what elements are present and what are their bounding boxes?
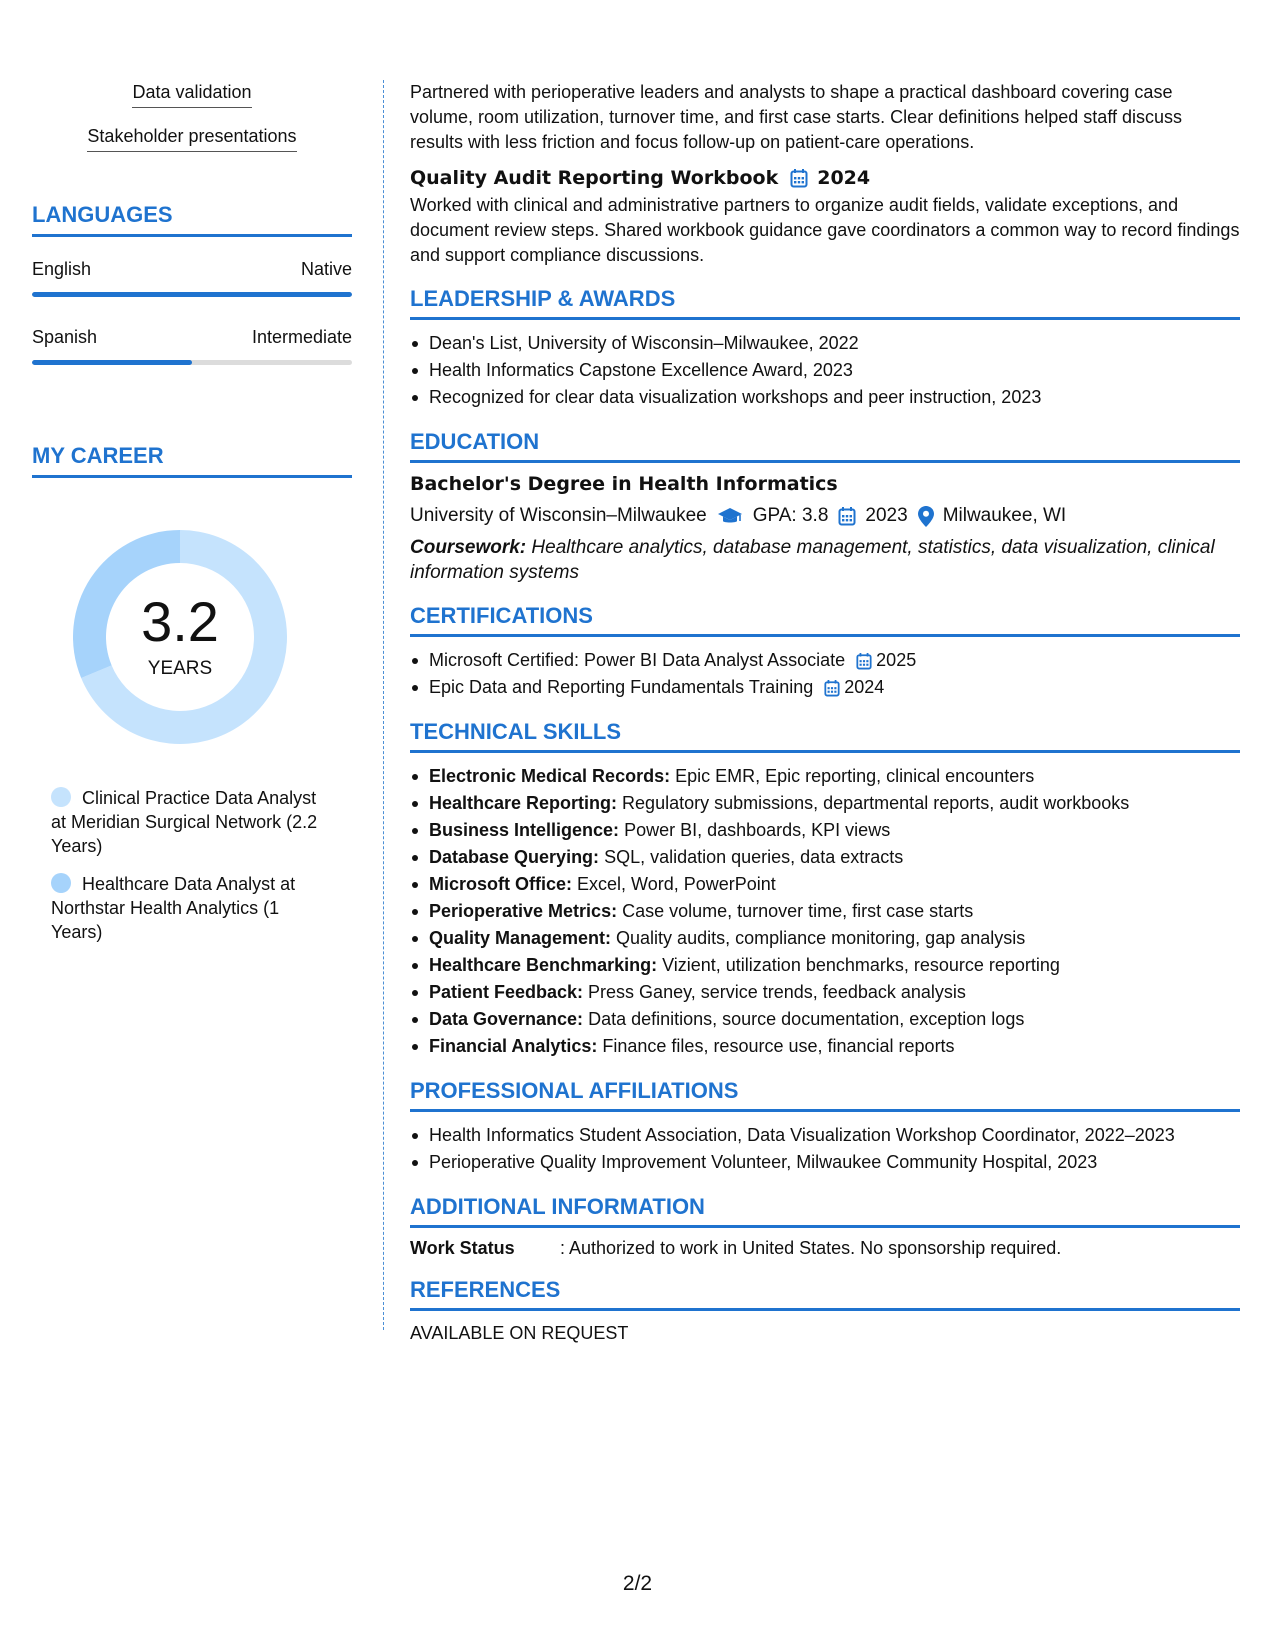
skill-value: Press Ganey, service trends, feedback analysis <box>583 982 966 1002</box>
career-legend <box>51 786 331 944</box>
career-total-unit: YEARS <box>147 658 213 679</box>
skill-value: Regulatory submissions, departmental reports, audit workbooks <box>617 793 1130 813</box>
skill-label: Business Intelligence: <box>429 820 620 840</box>
skill-label: Data Governance: <box>429 1009 584 1029</box>
list-item: Perioperative Quality Improvement Volunteer, Milwaukee Community Hospital, 2023 <box>410 1149 1240 1176</box>
language-level: Intermediate <box>251 327 352 347</box>
skill-item <box>410 979 1240 1006</box>
certification-item <box>410 647 1240 674</box>
calendar-icon <box>824 679 840 697</box>
work-status-label: Work Status <box>410 1238 515 1258</box>
career-legend-label: Healthcare Data Analyst at Northstar Health Analytics (1 Years) <box>51 874 296 942</box>
skill-label: Electronic Medical Records: <box>429 766 671 786</box>
certification-name: Microsoft Certified: Power BI Data Analyst Associate <box>429 650 846 670</box>
coursework-label: Coursework: <box>410 537 527 558</box>
language-item <box>32 259 352 297</box>
skill-label: Healthcare Reporting: <box>429 793 618 813</box>
languages-heading: LANGUAGES <box>32 202 352 237</box>
language-proficiency-fill <box>32 292 352 297</box>
skill-value: Vizient, utilization benchmarks, resource reporting <box>657 955 1060 975</box>
list-item: Dean's List, University of Wisconsin–Milwaukee, 2022 <box>410 330 1240 357</box>
skill-value: Power BI, dashboards, KPI views <box>619 820 891 840</box>
column-divider <box>383 80 384 1330</box>
skill-label: Patient Feedback: <box>429 982 584 1002</box>
location-pin-icon <box>918 506 934 527</box>
certification-item <box>410 674 1240 701</box>
skill-tag-label: Data validation <box>132 82 251 108</box>
skill-tag <box>32 126 352 152</box>
skill-item <box>410 1033 1240 1060</box>
coursework-text: Healthcare analytics, database management, statistics, data visualization, clinical information systems <box>410 537 1215 583</box>
graduation-cap-icon <box>717 506 743 526</box>
career-legend-item <box>51 872 331 944</box>
skill-value: Epic EMR, Epic reporting, clinical encounters <box>670 766 1035 786</box>
career-total-years: 3.2 <box>141 590 219 653</box>
career-heading: MY CAREER <box>32 443 352 478</box>
affiliations-list <box>410 1122 1240 1176</box>
language-name: Spanish <box>32 327 98 347</box>
references-heading: REFERENCES <box>410 1277 1240 1311</box>
education-heading: EDUCATION <box>410 429 1240 463</box>
skill-tag <box>32 82 352 108</box>
project-title: Quality Audit Reporting Workbook <box>410 167 779 189</box>
language-name: English <box>32 259 92 279</box>
skill-item <box>410 1006 1240 1033</box>
school-name: University of Wisconsin–Milwaukee <box>410 505 707 526</box>
skill-item <box>410 898 1240 925</box>
skill-label: Financial Analytics: <box>429 1036 598 1056</box>
school-location: Milwaukee, WI <box>942 505 1067 526</box>
skill-value: Quality audits, compliance monitoring, gap analysis <box>611 928 1026 948</box>
certifications-heading: CERTIFICATIONS <box>410 603 1240 637</box>
skill-item <box>410 817 1240 844</box>
skill-item <box>410 844 1240 871</box>
certifications-list <box>410 647 1240 701</box>
skill-label: Microsoft Office: <box>429 874 573 894</box>
left-column <box>32 82 352 958</box>
language-level: Native <box>300 259 352 279</box>
skill-value: Finance files, resource use, financial reports <box>597 1036 955 1056</box>
skill-item <box>410 763 1240 790</box>
leadership-list <box>410 330 1240 411</box>
skill-item <box>410 871 1240 898</box>
legend-swatch <box>51 873 71 893</box>
list-item: Health Informatics Student Association, Data Visualization Workshop Coordinator, 2022–2023 <box>410 1122 1240 1149</box>
certification-name: Epic Data and Reporting Fundamentals Training <box>429 677 814 697</box>
affiliations-heading: PROFESSIONAL AFFILIATIONS <box>410 1078 1240 1112</box>
page-number: 2/2 <box>622 1572 653 1595</box>
calendar-icon <box>856 652 872 670</box>
work-status-value: : Authorized to work in United States. No sponsorship required. <box>560 1238 1062 1258</box>
leadership-heading: LEADERSHIP & AWARDS <box>410 286 1240 320</box>
language-proficiency-bar <box>32 360 352 365</box>
project-year: 2024 <box>817 167 871 189</box>
career-legend-label: Clinical Practice Data Analyst at Meridian Surgical Network (2.2 Years) <box>51 788 318 856</box>
skill-label: Quality Management: <box>429 928 612 948</box>
language-proficiency-bar <box>32 292 352 297</box>
skill-item <box>410 952 1240 979</box>
work-status-row <box>410 1238 1240 1259</box>
coursework <box>410 535 1240 585</box>
skill-item <box>410 790 1240 817</box>
certification-year: 2024 <box>844 677 885 697</box>
references-text: AVAILABLE ON REQUEST <box>410 1323 629 1343</box>
donut-center <box>65 522 295 752</box>
legend-swatch <box>51 787 71 807</box>
additional-info-heading: ADDITIONAL INFORMATION <box>410 1194 1240 1228</box>
project-title-row <box>410 167 1240 189</box>
technical-skills-heading: TECHNICAL SKILLS <box>410 719 1240 753</box>
certification-year: 2025 <box>876 650 917 670</box>
skill-tag-label: Stakeholder presentations <box>87 126 296 152</box>
skill-value: Case volume, turnover time, first case starts <box>617 901 974 921</box>
career-legend-item <box>51 786 331 858</box>
graduation-year: 2023 <box>865 505 908 526</box>
skill-value: Data definitions, source documentation, exception logs <box>583 1009 1025 1029</box>
calendar-icon <box>838 506 856 526</box>
list-item: Health Informatics Capstone Excellence Award, 2023 <box>410 357 1240 384</box>
calendar-icon <box>790 168 808 188</box>
technical-skills-list <box>410 763 1240 1060</box>
skill-item <box>410 925 1240 952</box>
gpa: GPA: 3.8 <box>752 505 829 526</box>
language-item <box>32 327 352 365</box>
degree-title: Bachelor's Degree in Health Informatics <box>410 473 838 495</box>
skill-label: Database Querying: <box>429 847 600 867</box>
skill-label: Perioperative Metrics: <box>429 901 618 921</box>
project-description: Partnered with perioperative leaders and analysts to shape a practical dashboard covering case volume, room utilization, turnover time, and first case starts. Clear definitions helped staff discuss results with less friction and focus follow-up on patient-care operations. <box>410 82 1183 152</box>
career-donut-chart <box>65 522 295 752</box>
language-proficiency-fill <box>32 360 192 365</box>
right-column <box>410 80 1240 1346</box>
list-item: Recognized for clear data visualization workshops and peer instruction, 2023 <box>410 384 1240 411</box>
project-description: Worked with clinical and administrative partners to organize audit fields, validate exceptions, and document review steps. Shared workbook guidance gave coordinators a common way to record findings and support compliance discussions. <box>410 195 1240 265</box>
skill-value: SQL, validation queries, data extracts <box>599 847 904 867</box>
education-details <box>410 505 1240 527</box>
skill-label: Healthcare Benchmarking: <box>429 955 658 975</box>
skill-value: Excel, Word, PowerPoint <box>572 874 776 894</box>
